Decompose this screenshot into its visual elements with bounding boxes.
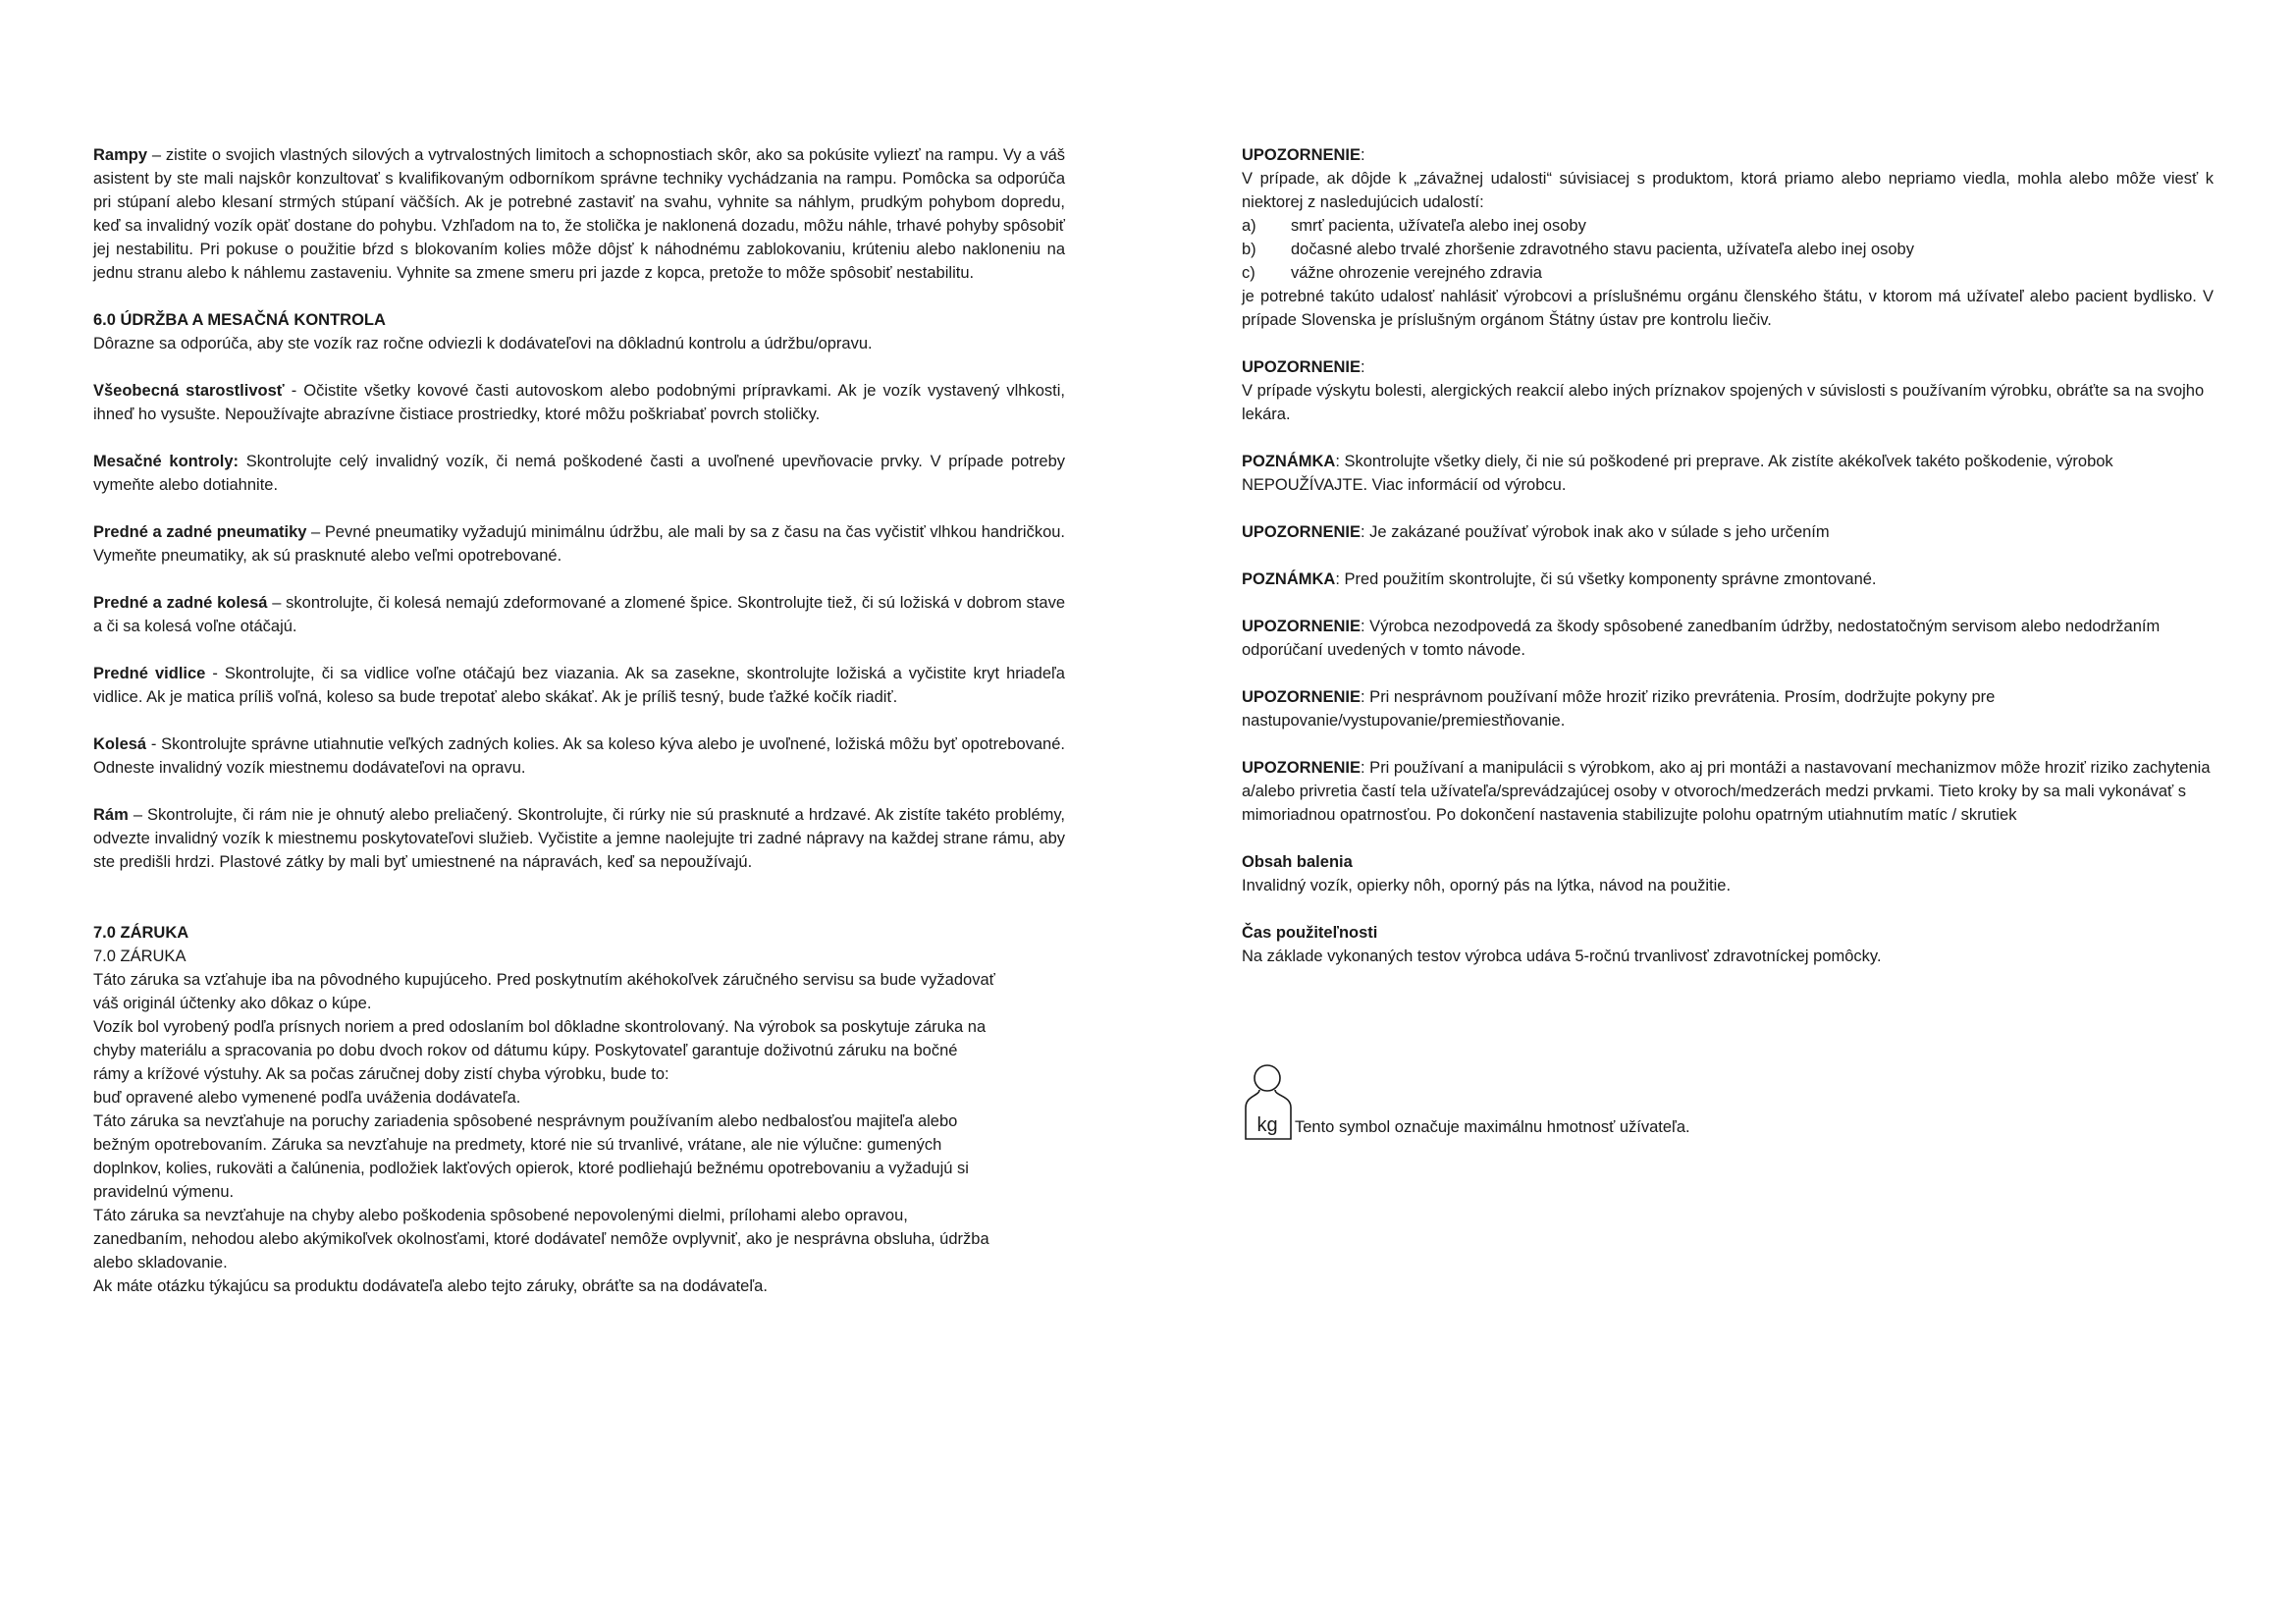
warning-3-label: UPOZORNENIE [1242,523,1362,541]
package-heading [1242,850,2214,874]
warranty-line: pravidelnú výmenu. [93,1183,235,1201]
warranty-line: bežným opotrebovaním. Záruka sa nevzťahuje na predmety, ktoré nie sú trvanlivé, vrátane, ale nie výlučne: gumených [93,1136,942,1154]
monthly-text: Skontrolujte celý invalidný vozík, či nemá poškodené časti a uvoľnené upevňovacie prvky. V prípade potreby vymeňte alebo dotiahnite. [93,453,1065,494]
warranty-line: rámy a krížové výstuhy. Ak sa počas záručnej doby zistí chyba výrobku, bude to: [93,1065,669,1083]
maintenance-heading [93,308,1065,332]
warning-4-label: UPOZORNENIE [1242,618,1362,635]
note-1 [1242,450,2214,497]
warranty-line: alebo skladovanie. [93,1254,228,1272]
note-2-label: POZNÁMKA [1242,570,1336,588]
list-marker: a) [1242,217,1256,235]
wheels-text: – skontrolujte, či kolesá nemajú zdeformované a zlomené špice. Skontrolujte tiež, či sú ložiská v dobrom stave a či sa kolesá voľne otáčajú. [93,594,1065,635]
wheels-title: Predné a zadné kolesá [93,594,268,612]
warranty-line: chyby materiálu a spracovania po dobu dvoch rokov od dátumu kúpy. Poskytovateľ garantuje doživotnú záruku na bočné [93,1042,958,1059]
warning-2-colon: : [1361,358,1365,376]
lifetime-heading [1242,921,2214,945]
rear-wheels-paragraph [93,732,1065,780]
rear-wheels-text: - Skontrolujte správne utiahnutie veľkých zadných kolies. Ak sa koleso kýva alebo je uvoľnené, ložiská môžu byť opotrebované. Odneste invalidný vozík miestnemu dodávateľovi na opravu. [93,735,1065,777]
list-item [1242,238,2214,261]
right-column [1242,143,2214,1143]
frame-title: Rám [93,806,129,824]
warning-5-label: UPOZORNENIE [1242,688,1362,706]
maintenance-heading-text: 6.0 ÚDRŽBA A MESAČNÁ KONTROLA [93,311,386,329]
warning-3-text: : Je zakázané používať výrobok inak ako v súlade s jeho určením [1361,523,1830,541]
warranty-line: Vozík bol vyrobený podľa prísnych noriem a pred odoslaním bol dôkladne skontrolovaný. Na výrobok sa poskytuje záruka na [93,1018,987,1036]
forks-text: - Skontrolujte, či sa vidlice voľne otáčajú bez viazania. Ak sa zasekne, skontrolujte ložiská a vyčistite kryt hriadeľa vidlice. Ak je matica príliš voľná, koleso sa bude trepotať alebo skákať. Ak je príliš tesný, bude ťažké kočík riadiť. [93,665,1065,706]
warning-2-heading [1242,355,2214,379]
warning-1-colon: : [1361,146,1365,164]
tires-paragraph [93,520,1065,568]
ramps-title: Rampy [93,146,148,164]
care-title: Všeobecná starostlivosť [93,382,285,400]
lifetime-text: Na základe vykonaných testov výrobca udáva 5-ročnú trvanlivosť zdravotníckej pomôcky. [1242,947,1882,965]
warranty-subheading: 7.0 ZÁRUKA [93,947,187,965]
warning-4 [1242,615,2214,662]
warranty-line: váš originál účtenky ako dôkaz o kúpe. [93,995,372,1012]
note-2 [1242,568,2214,591]
wheels-paragraph [93,591,1065,638]
warranty-body [93,968,1065,1298]
warning-1-intro: V prípade, ak dôjde k „závažnej udalosti“ súvisiacej s produktom, ktorá priamo alebo nepriamo viedla, mohla alebo môže viesť k niektorej z nasledujúcich udalostí: [1242,170,2214,211]
note-1-label: POZNÁMKA [1242,453,1336,470]
note-1-text: : Skontrolujte všetky diely, či nie sú poškodené pri preprave. Ak zistíte akékoľvek takéto poškodenie, výrobok NEPOUŽÍVAJTE. Viac informácií od výrobcu. [1242,453,2113,494]
warning-5-text: : Pri nesprávnom používaní môže hroziť riziko prevrátenia. Prosím, dodržujte pokyny pre nastupovanie/vystupovanie/premiestňovanie. [1242,688,1996,730]
warranty-heading [93,921,1065,945]
forks-paragraph [93,662,1065,709]
warranty-line: Táto záruka sa nevzťahuje na poruchy zariadenia spôsobené nesprávnym používaním alebo nedbalosťou majiteľa alebo [93,1112,958,1130]
warning-1-heading [1242,143,2214,167]
warning-6 [1242,756,2214,827]
warning-1-outro: je potrebné takúto udalosť nahlásiť výrobcovi a príslušnému orgánu členského štátu, v ktorom má užívateľ alebo pacient bydlisko. V prípade Slovenska je príslušným orgánom Štátny ústav pre kontrolu liečiv. [1242,288,2214,329]
list-text: smrť pacienta, užívateľa alebo inej osoby [1291,217,1586,235]
warning-1-label: UPOZORNENIE [1242,146,1362,164]
list-marker: c) [1242,264,1255,282]
warranty-line: doplnkov, kolies, rukoväti a čalúnenia, podložiek lakťových opierok, ktoré podliehajú bežnému opotrebovaniu a vyžadujú si [93,1160,969,1177]
ramps-paragraph [93,143,1065,285]
care-paragraph [93,379,1065,426]
warning-2-label: UPOZORNENIE [1242,358,1362,376]
monthly-title: Mesačné kontroly: [93,453,239,470]
maintenance-intro: Dôrazne sa odporúča, aby ste vozík raz ročne odviezli k dodávateľovi na dôkladnú kontrolu a údržbu/opravu. [93,335,873,352]
warranty-line: Táto záruka sa vzťahuje iba na pôvodného kupujúceho. Pred poskytnutím akéhokoľvek záručného servisu sa bude vyžadovať [93,971,995,989]
warning-4-text: : Výrobca nezodpovedá za škody spôsobené zanedbaním údržby, nedostatočným servisom alebo nedodržaním odporúčaní uvedených v tomto návode. [1242,618,2161,659]
list-text: dočasné alebo trvalé zhoršenie zdravotného stavu pacienta, užívateľa alebo inej osoby [1291,241,1914,258]
ramps-text: – zistite o svojich vlastných silových a vytrvalostných limitoch a schopnostiach skôr, ako sa pokúsite vyliezť na rampu. Vy a váš asistent by ste mali najskôr konzultovať s kvalifikovaným odborníkom správne techniky vychádzania na rampu. Pomôcka sa odporúča pri stúpaní alebo klesaní strmých stúpaní väčších. Ak je potrebné zastaviť na svahu, vyhnite sa náhlym, prudkým pohybom dopredu, keď sa invalidný vozík opäť dostane do pohybu. Vzhľadom na to, že stolička je naklonená dozadu, môžu náhle, trhavé pohyby spôsobiť jej nestabilitu. Pri pokuse o použitie bŕzd s blokovaním kolies môže dôjsť k náhodnému zablokovaniu, krúteniu alebo nakloneniu na jednu stranu alebo k náhlemu zastaveniu. Vyhnite sa zmene smeru pri jazde z kopca, pretože to môže spôsobiť nestabilitu. [93,146,1065,282]
warning-6-text: : Pri používaní a manipulácii s výrobkom, ako aj pri montáži a nastavovaní mechanizmov môže hroziť riziko zachytenia a/alebo privretia častí tela užívateľa/sprevádzajúcej osoby v otvoroch/medzerách medzi prvkami. Tieto kroky by sa mali vykonávať s mimoriadnou opatrnosťou. Po dokončení nastavenia stabilizujte polohu opatrným utiahnutím matíc / skrutiek [1242,759,2211,824]
max-weight-symbol-row [1242,1062,2214,1143]
warranty-line: Ak máte otázku týkajúcu sa produktu dodávateľa alebo tejto záruky, obráťte sa na dodávateľa. [93,1277,768,1295]
warranty-line: Táto záruka sa nevzťahuje na chyby alebo poškodenia spôsobené nepovolenými dielmi, prílohami alebo opravou, [93,1207,908,1224]
list-item [1242,261,2214,285]
note-2-text: : Pred použitím skontrolujte, či sú všetky komponenty správne zmontované. [1335,570,1877,588]
rear-wheels-title: Kolesá [93,735,147,753]
package-title: Obsah balenia [1242,853,1353,871]
warranty-heading-text: 7.0 ZÁRUKA [93,924,189,942]
lifetime-title: Čas použiteľnosti [1242,924,1378,942]
frame-text: – Skontrolujte, či rám nie je ohnutý alebo preliačený. Skontrolujte, či rúrky nie sú prasknuté a hrdzavé. Ak zistíte takéto problémy, odvezte invalidný vozík k miestnemu poskytovateľovi služieb. Vyčistite a jemne naolejujte tri zadné nápravy na každej strane rámu, aby ste predišli hrdzi. Plastové zátky by mali byť umiestnené na nápravách, keď sa nepoužívajú. [93,806,1065,871]
user-weight-icon [1242,1062,1293,1143]
package-text: Invalidný vozík, opierky nôh, oporný pás na lýtka, návod na použitie. [1242,877,1732,894]
warning-3 [1242,520,2214,544]
warning-6-label: UPOZORNENIE [1242,759,1362,777]
max-weight-symbol-text: Tento symbol označuje maximálnu hmotnosť užívateľa. [1295,1118,1690,1136]
list-marker: b) [1242,241,1256,258]
warranty-line: buď opravené alebo vymenené podľa uváženia dodávateľa. [93,1089,521,1107]
warning-5 [1242,685,2214,732]
forks-title: Predné vidlice [93,665,206,682]
frame-paragraph [93,803,1065,874]
kg-label: kg [1256,1114,1278,1136]
tires-title: Predné a zadné pneumatiky [93,523,307,541]
care-text: - Očistite všetky kovové časti autovoskom alebo podobnými prípravkami. Ak je vozík vystavený vlhkosti, ihneď ho vysušte. Nepoužívajte abrazívne čistiace prostriedky, ktoré môžu poškriabať povrch stoličky. [93,382,1065,423]
list-item [1242,214,2214,238]
left-column [93,143,1065,1298]
warranty-line: zanedbaním, nehodou alebo akýmikoľvek okolnosťami, ktoré dodávateľ nemôže ovplyvniť, ako je nesprávna obsluha, údržba [93,1230,989,1248]
list-text: vážne ohrozenie verejného zdravia [1291,264,1542,282]
tires-text: – Pevné pneumatiky vyžadujú minimálnu údržbu, ale mali by sa z času na čas vyčistiť vlhkou handričkou. Vymeňte pneumatiky, ak sú prasknuté alebo veľmi opotrebované. [93,523,1066,565]
monthly-paragraph [93,450,1065,497]
warning-2-text: V prípade výskytu bolesti, alergických reakcií alebo iných príznakov spojených v súvislosti s používaním výrobku, obráťte sa na svojho lekára. [1242,382,2205,423]
